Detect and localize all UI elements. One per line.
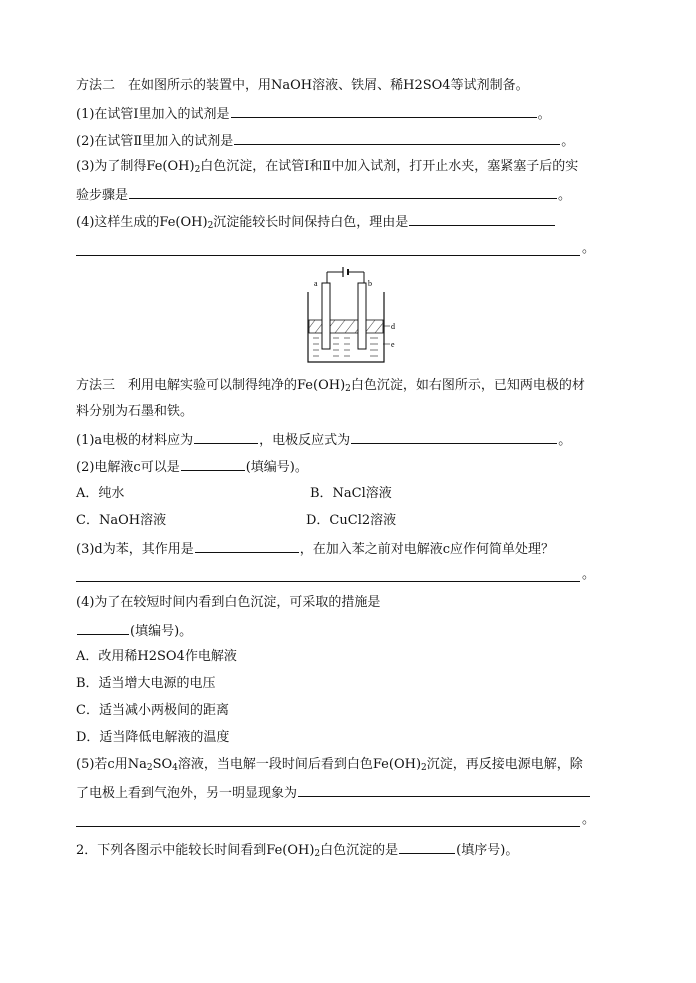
label-b: b [368, 279, 372, 288]
method3-q4-option-a: A．改用稀H2SO4作电解液 [76, 649, 237, 664]
answer-line [76, 580, 580, 582]
question2: 2．下列各图示中能较长时间看到$Fe(OH)_2$白色沉淀的是 (填序号)。 [76, 840, 518, 858]
method3-q2-option-d: D．CuCl2溶液 [306, 513, 397, 528]
label-d: d [391, 322, 395, 331]
method3-q4-option-b: B．适当增大电源的电压 [76, 676, 216, 691]
method3-q5-line1: (5)若c用$Na_2SO_4$溶液，当电解一段时间后看到白色$Fe(OH)_2$沉淀，再反接电源电解，除 [76, 757, 583, 773]
method3-q2-option-b: B．NaCl溶液 [310, 486, 392, 501]
method3-q4-option-c: C．适当减小两极间的距离 [76, 703, 229, 718]
label-e: e [391, 340, 395, 349]
method3-q5-line2: 了电极上看到气泡外，另一明显现象为 [76, 783, 591, 801]
method3-intro-line1: 方法三 利用电解实验可以制得纯净的$Fe(OH)_2$白色沉淀，如右图所示，已知两电极的材 [76, 378, 585, 394]
method3-intro-line2: 料分别为石墨和铁。 [76, 404, 194, 419]
answer-line [76, 254, 580, 256]
benzene-hatching [309, 320, 383, 333]
end-mark: 。 [582, 567, 596, 582]
method2-q1: (1)在试管Ⅰ里加入的试剂是 。 [76, 104, 551, 122]
label-a: a [314, 279, 318, 288]
method2-q2: (2)在试管Ⅱ里加入的试剂是 。 [76, 131, 574, 149]
method3-q3: (3)d为苯，其作用是 ，在加入苯之前对电解液c应作何简单处理？ [76, 539, 554, 557]
method3-q4-option-d: D．适当降低电解液的温度 [76, 730, 230, 745]
end-mark: 。 [582, 812, 596, 827]
method2-intro: 方法二 在如图所示的装置中，用NaOH溶液、铁屑、稀H2SO4等试剂制备。 [76, 78, 529, 93]
method2-q3-line1: (3)为了制得$Fe(OH)_2$白色沉淀，在试管Ⅰ和Ⅱ中加入试剂，打开止水夹，塞紧塞子后的实 [76, 159, 579, 175]
method3-q2-option-c: C．NaOH溶液 [76, 513, 167, 528]
end-mark: 。 [582, 241, 596, 256]
electrode-b [358, 283, 366, 349]
method3-q2: (2)电解液c可以是 (填编号)。 [76, 457, 308, 475]
electrolysis-apparatus-figure [300, 262, 400, 366]
method3-q4-line1: (4)为了在较短时间内看到白色沉淀，可采取的措施是 [76, 595, 381, 610]
method2-q4: (4)这样生成的$Fe(OH)_2$沉淀能较长时间保持白色，理由是 [76, 212, 556, 230]
method3-q1: (1)a电极的材料应为 ，电极反应式为 。 [76, 430, 571, 448]
method3-q4-line2: (填编号)。 [76, 621, 192, 639]
method2-q3-line2: 验步骤是 。 [76, 185, 571, 203]
electrode-a [322, 283, 330, 349]
answer-line [76, 825, 580, 827]
method3-q2-option-a: A．纯水 [76, 486, 125, 501]
